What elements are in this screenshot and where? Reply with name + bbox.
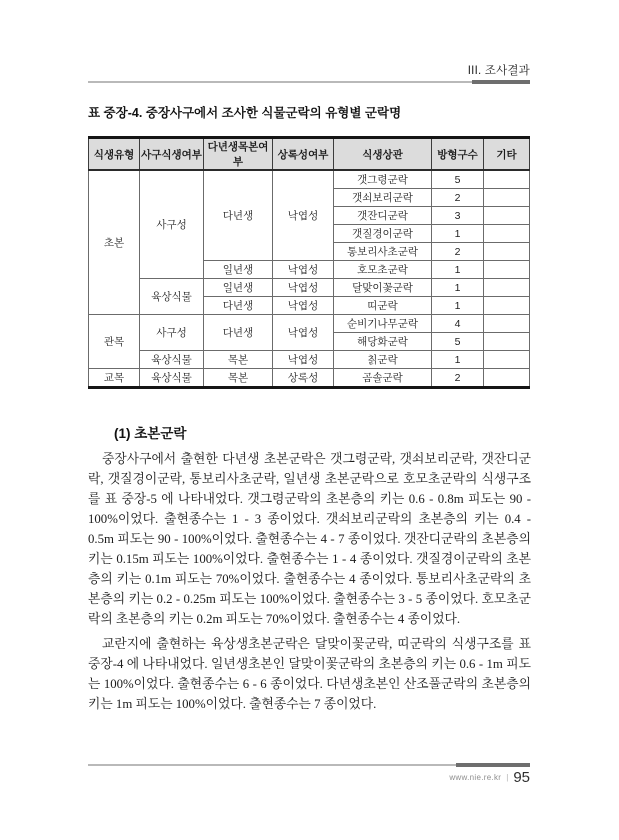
table-cell [484, 170, 530, 189]
table-cell [484, 189, 530, 207]
table-cell: 칡군락 [334, 351, 432, 369]
table-row [89, 279, 530, 297]
table-cell: 2 [432, 369, 484, 388]
footer-website: www.nie.re.kr [449, 773, 502, 782]
header-rule [88, 81, 530, 83]
table-cell: 목본 [204, 351, 273, 369]
table-cell: 1 [432, 279, 484, 297]
footer-rule [88, 764, 530, 766]
table-cell [484, 369, 530, 388]
table-cell: 갯그령군락 [334, 170, 432, 189]
table-row [89, 315, 530, 333]
table-cell [484, 225, 530, 243]
table-cell: 관목 [89, 315, 140, 369]
table-cell: 갯쇠보리군락 [334, 189, 432, 207]
table-cell: 1 [432, 261, 484, 279]
table-cell: 육상식물 [140, 351, 204, 369]
table-cell: 상록성 [273, 369, 334, 388]
paragraph: 중장사구에서 출현한 다년생 초본군락은 갯그령군락, 갯쇠보리군락, 갯잔디군락, 갯질경이군락, 통보리사초군락, 일년생 초본군락으로 호모초군락의 식생구조를 표 중장-5 에 나타내었다. 갯그령군락의 초본층의 키는 0.6 - 0.8m 피도는 90 - 100%이었다. 출현종수는 1 - 3 종이었다. 갯쇠보리군락의 초본층의 키는 0.4 - 0.5m 피도는 90 - 100%이었다. 출현종수는 4 - 7 종이었다. 갯잔디군락의 초본층의 키는 0.15m 피도는 100%이었다. 출현종수는 1 - 4 종이었다. 갯질경이군락의 초본층의 키는 0.1m 피도는 70%이었다. 출현종수는 4 종이었다. 통보리사초군락의 초본층의 키는 0.2 - 0.25m 피도는 100%이었다. 출현종수는 3 - 5 종이었다. 호모초군락의 초본층의 키는 0.2m 피도는 70%이었다. 출현종수는 4 종이었다. [88, 452, 531, 626]
table-cell: 다년생 [204, 315, 273, 351]
table-cell: 다년생 [204, 297, 273, 315]
table-cell: 순비기나무군락 [334, 315, 432, 333]
table-cell: 사구성 [140, 170, 204, 279]
table-cell [484, 243, 530, 261]
table-cell: 곰솔군락 [334, 369, 432, 388]
running-header-section-label: III. 조사결과 [467, 65, 530, 77]
footer-rule-accent [456, 763, 530, 767]
table-cell [484, 351, 530, 369]
table-cell: 다년생 [204, 170, 273, 261]
body-text-block [88, 449, 531, 714]
table-cell: 5 [432, 333, 484, 351]
table-cell: 초본 [89, 170, 140, 315]
table-cell: 낙엽성 [273, 351, 334, 369]
table-cell: 낙엽성 [273, 315, 334, 351]
table-cell: 1 [432, 225, 484, 243]
table-cell: 달맞이꽃군락 [334, 279, 432, 297]
table-cell: 해당화군락 [334, 333, 432, 351]
table-header-row [89, 138, 530, 171]
table-cell: 4 [432, 315, 484, 333]
page-number: 95 [513, 769, 530, 786]
table-cell: 낙엽성 [273, 297, 334, 315]
table-cell [484, 207, 530, 225]
footer-divider: | [506, 773, 509, 782]
table-cell: 1 [432, 297, 484, 315]
table-cell: 2 [432, 243, 484, 261]
table-cell: 교목 [89, 369, 140, 388]
column-header: 기타 [484, 138, 530, 171]
table-cell: 갯잔디군락 [334, 207, 432, 225]
table-caption: 표 중장-4. 중장사구에서 조사한 식물군락의 유형별 군락명 [88, 106, 402, 120]
column-header: 식생유형 [89, 138, 140, 171]
page-footer [88, 769, 530, 787]
table-cell: 낙엽성 [273, 279, 334, 297]
column-header: 상록성여부 [273, 138, 334, 171]
column-header: 방형구수 [432, 138, 484, 171]
table-cell: 5 [432, 170, 484, 189]
table-cell: 갯질경이군락 [334, 225, 432, 243]
table-cell [484, 297, 530, 315]
table-cell [484, 333, 530, 351]
header-rule-accent [472, 80, 530, 84]
table-cell: 3 [432, 207, 484, 225]
table-cell: 호모초군락 [334, 261, 432, 279]
column-header: 식생상관 [334, 138, 432, 171]
vegetation-community-table [88, 136, 530, 389]
table-row [89, 369, 530, 388]
table-row [89, 351, 530, 369]
table-cell: 통보리사초군락 [334, 243, 432, 261]
table-cell [484, 279, 530, 297]
table-cell: 일년생 [204, 279, 273, 297]
table-cell: 1 [432, 351, 484, 369]
section-heading: (1) 초본군락 [114, 426, 187, 441]
column-header: 다년생목본여부 [204, 138, 273, 171]
table-cell: 띠군락 [334, 297, 432, 315]
column-header: 사구식생여부 [140, 138, 204, 171]
table-cell: 목본 [204, 369, 273, 388]
table-cell [484, 315, 530, 333]
table-cell: 일년생 [204, 261, 273, 279]
table-cell: 육상식물 [140, 369, 204, 388]
table-cell: 육상식물 [140, 279, 204, 315]
table-cell: 낙엽성 [273, 261, 334, 279]
table-cell: 사구성 [140, 315, 204, 351]
table-row [89, 170, 530, 189]
table-cell: 낙엽성 [273, 170, 334, 261]
table-cell [484, 261, 530, 279]
table-cell: 2 [432, 189, 484, 207]
paragraph: 교란지에 출현하는 육상생초본군락은 달맞이꽃군락, 띠군락의 식생구조를 표 중장-4 에 나타내었다. 일년생초본인 달맞이꽃군락의 초본층의 키는 0.6 - 1m 피도는 100%이었다. 출현종수는 6 - 6 종이었다. 다년생초본인 산조풀군락의 초본층의 키는 1m 피도는 100%이었다. 출현종수는 7 종이었다. [88, 637, 531, 711]
